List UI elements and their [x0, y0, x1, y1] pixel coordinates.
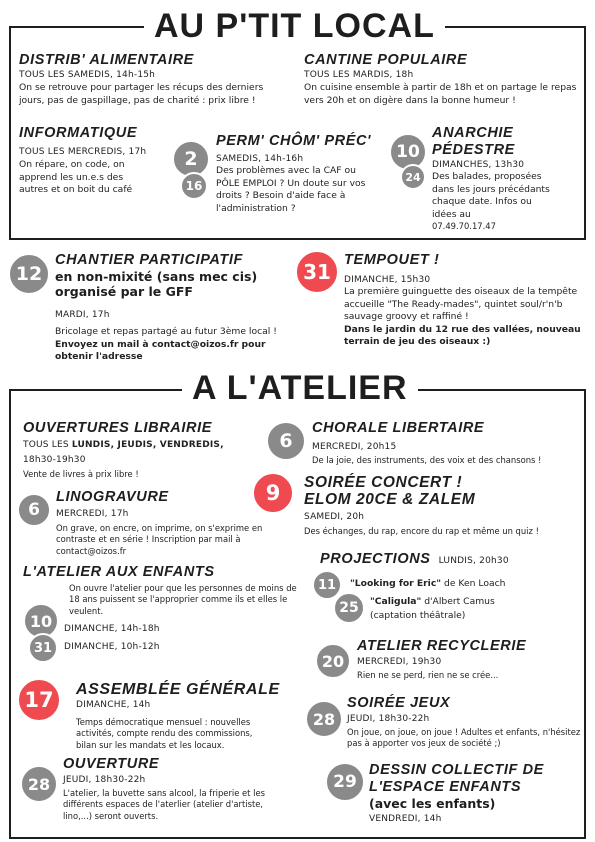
local-section-title: AU P'TIT LOCAL	[144, 6, 445, 46]
event-distrib	[19, 52, 299, 107]
event-title: L'ATELIER AUX ENFANTS	[23, 564, 215, 580]
event-when: DIMANCHE, 10h-12h	[64, 642, 160, 652]
event-ag	[76, 681, 296, 751]
event-informatique	[19, 125, 169, 197]
event-title: PERM' CHÔM' PRÉC'	[216, 133, 372, 149]
film-credit: d'Albert Camus	[421, 596, 495, 607]
event-when: SAMEDI, 20h	[304, 512, 365, 522]
date-badge: 11	[312, 570, 342, 600]
event-desc: Des problèmes avec la CAF ou PÔLE EMPLOI ? Un doute sur vos droits ? Besoin d'aide face à l'administration ?	[216, 165, 366, 214]
event-permchom	[216, 133, 388, 215]
event-title: L'ESPACE ENFANTS	[369, 779, 522, 795]
event-title: TEMPOUET !	[344, 252, 440, 268]
event-title: INFORMATIQUE	[19, 125, 138, 141]
event-desc: La première guinguette des oiseaux de la tempête accueille "The Ready-mades", quintet soul/r'n'b sauvage groovy et raffiné !	[344, 286, 578, 322]
event-desc: Temps démocratique mensuel : nouvelles activités, compte rendu des commissions, bilan sur les mandats et les locaux.	[76, 717, 253, 750]
event-when: TOUS LES MERCREDIS, 17h	[19, 147, 147, 157]
event-desc: On cuisine ensemble à partir de 18h et on partage le repas vers 20h et on digère dans la bonne humeur !	[304, 82, 577, 106]
event-ouverture	[63, 756, 293, 822]
date-badge: 2	[172, 140, 210, 178]
event-desc: On répare, on code, on apprend les un.e.s des autres et on boit du café	[19, 159, 133, 195]
date-badge: 24	[400, 164, 426, 190]
event-desc-bold: Envoyez un mail à contact@oizos.fr pour obtenir l'adresse	[55, 338, 266, 362]
event-when: MERCREDI, 20h15	[312, 442, 397, 452]
event-when: SAMEDIS, 14h-16h	[216, 154, 304, 164]
event-title: DISTRIB' ALIMENTAIRE	[19, 52, 194, 68]
event-title: CHANTIER PARTICIPATIF	[55, 252, 243, 268]
event-librairie	[23, 420, 268, 480]
event-title: LINOGRAVURE	[56, 489, 169, 505]
event-desc: On grave, on encre, on imprime, on s'exprime en contraste et en série ! Inscription par mail à contact@oizos.fr	[56, 523, 263, 556]
event-when: TOUS LES SAMEDIS, 14h-15h	[19, 70, 156, 80]
event-title: OUVERTURE	[63, 756, 160, 772]
event-when: VENDREDI, 14h	[369, 814, 442, 824]
date-badge: 6	[266, 421, 306, 461]
event-projections	[320, 548, 585, 568]
date-badge: 12	[8, 253, 50, 295]
event-title: PROJECTIONS	[320, 551, 431, 567]
event-anarchie	[432, 125, 582, 232]
phone-number: 07.49.70.17.47	[432, 221, 496, 231]
event-subtitle: (avec les enfants)	[369, 796, 496, 811]
event-when: DIMANCHES, 13h30	[432, 160, 525, 170]
event-enfants	[23, 564, 297, 617]
event-desc: De la joie, des instruments, des voix et des chansons !	[312, 455, 542, 465]
when-days: LUNDIS, JEUDIS, VENDREDIS,	[71, 440, 224, 450]
event-when: DIMANCHE, 14h-18h	[64, 624, 160, 634]
event-chorale	[312, 420, 582, 466]
film-credit: de Ken Loach	[441, 578, 506, 589]
film-title: "Caligula"	[370, 596, 422, 607]
date-badge: 25	[333, 592, 365, 624]
event-desc: On se retrouve pour partager les récups des derniers jours, pas de gaspillage, pas de charité : prix libre !	[19, 82, 264, 106]
film-title: "Looking for Eric"	[350, 578, 442, 589]
date-badge: 31	[295, 250, 339, 294]
event-subtitle: en non-mixité (sans mec cis) organisé par le GFF	[55, 269, 258, 299]
date-badge: 29	[325, 762, 365, 802]
event-when-2: 18h30-19h30	[23, 455, 86, 465]
event-when: JEUDI, 18h30-22h	[63, 775, 146, 785]
event-desc: Vente de livres à prix libre !	[23, 469, 139, 479]
date-badge: 9	[252, 472, 294, 514]
event-when	[23, 439, 268, 451]
event-title: ASSEMBLÉE GÉNÉRALE	[76, 681, 280, 698]
when-prefix: TOUS LES	[23, 440, 72, 450]
date-badge: 20	[315, 643, 351, 679]
event-jeux	[347, 695, 585, 750]
atelier-section-title: A L'ATELIER	[182, 368, 418, 408]
date-badge: 16	[180, 172, 208, 200]
event-when: MARDI, 17h	[55, 310, 110, 320]
film-2	[370, 596, 495, 609]
event-chantier	[55, 252, 295, 364]
event-desc: Des échanges, du rap, encore du rap et même un quiz !	[304, 526, 539, 536]
date-badge: 10	[23, 603, 59, 639]
event-title: ELOM 20CE & ZALEM	[304, 491, 476, 508]
date-badge: 6	[17, 493, 51, 527]
event-desc: On joue, on joue, on joue ! Adultes et enfants, n'hésitez pas à apporter vos jeux de société ;)	[347, 727, 581, 749]
event-title: CHORALE LIBERTAIRE	[312, 420, 485, 436]
event-title: CANTINE POPULAIRE	[304, 52, 468, 68]
event-title: OUVERTURES LIBRAIRIE	[23, 420, 212, 436]
film-note: (captation théâtrale)	[370, 610, 466, 621]
event-desc-bold: Dans le jardin du 12 rue des vallées, nouveau terrain de jeu des oiseaux :)	[344, 323, 581, 347]
event-title: SOIRÉE JEUX	[347, 695, 451, 711]
date-badge: 31	[28, 633, 58, 663]
event-when: JEUDI, 18h30-22h	[347, 714, 430, 724]
event-desc: On ouvre l'atelier pour que les personnes de moins de 18 ans puissent se l'approprier comme ils et elles le veulent.	[69, 583, 297, 616]
event-desc: L'atelier, la buvette sans alcool, la friperie et les différents espaces de l'aterlier (atelier d'artiste, lino,...) seront ouverts.	[63, 788, 265, 821]
date-badge: 17	[17, 678, 61, 722]
event-desc: Bricolage et repas partagé au futur 3ème local !	[55, 326, 277, 337]
event-desc: Rien ne se perd, rien ne se crée...	[357, 670, 499, 680]
event-cantine	[304, 52, 582, 107]
event-dessin	[369, 762, 584, 825]
event-desc: Des balades, proposées dans les jours précédants chaque date. Infos ou idées au	[432, 171, 550, 220]
event-when: DIMANCHE, 14h	[76, 700, 151, 710]
event-recyclerie	[357, 638, 585, 681]
event-title: DESSIN COLLECTIF DE	[369, 762, 544, 778]
event-title: ATELIER RECYCLERIE	[357, 638, 527, 654]
event-when: MERCREDI, 17h	[56, 509, 129, 519]
event-title: PÉDESTRE	[432, 142, 515, 158]
event-title: SOIRÉE CONCERT !	[304, 474, 463, 491]
event-when: MERCREDI, 19h30	[357, 657, 442, 667]
film-1	[350, 578, 505, 591]
event-when: DIMANCHE, 15h30	[344, 275, 431, 285]
event-concert	[304, 474, 584, 537]
date-badge: 10	[389, 133, 427, 171]
event-tempouet	[344, 252, 589, 349]
date-badge: 28	[305, 700, 343, 738]
event-title: ANARCHIE	[432, 125, 514, 141]
event-when: TOUS LES MARDIS, 18h	[304, 70, 414, 80]
event-when: LUNDIS, 20h30	[438, 556, 509, 566]
date-badge: 28	[20, 765, 58, 803]
event-linogravure	[56, 489, 278, 557]
